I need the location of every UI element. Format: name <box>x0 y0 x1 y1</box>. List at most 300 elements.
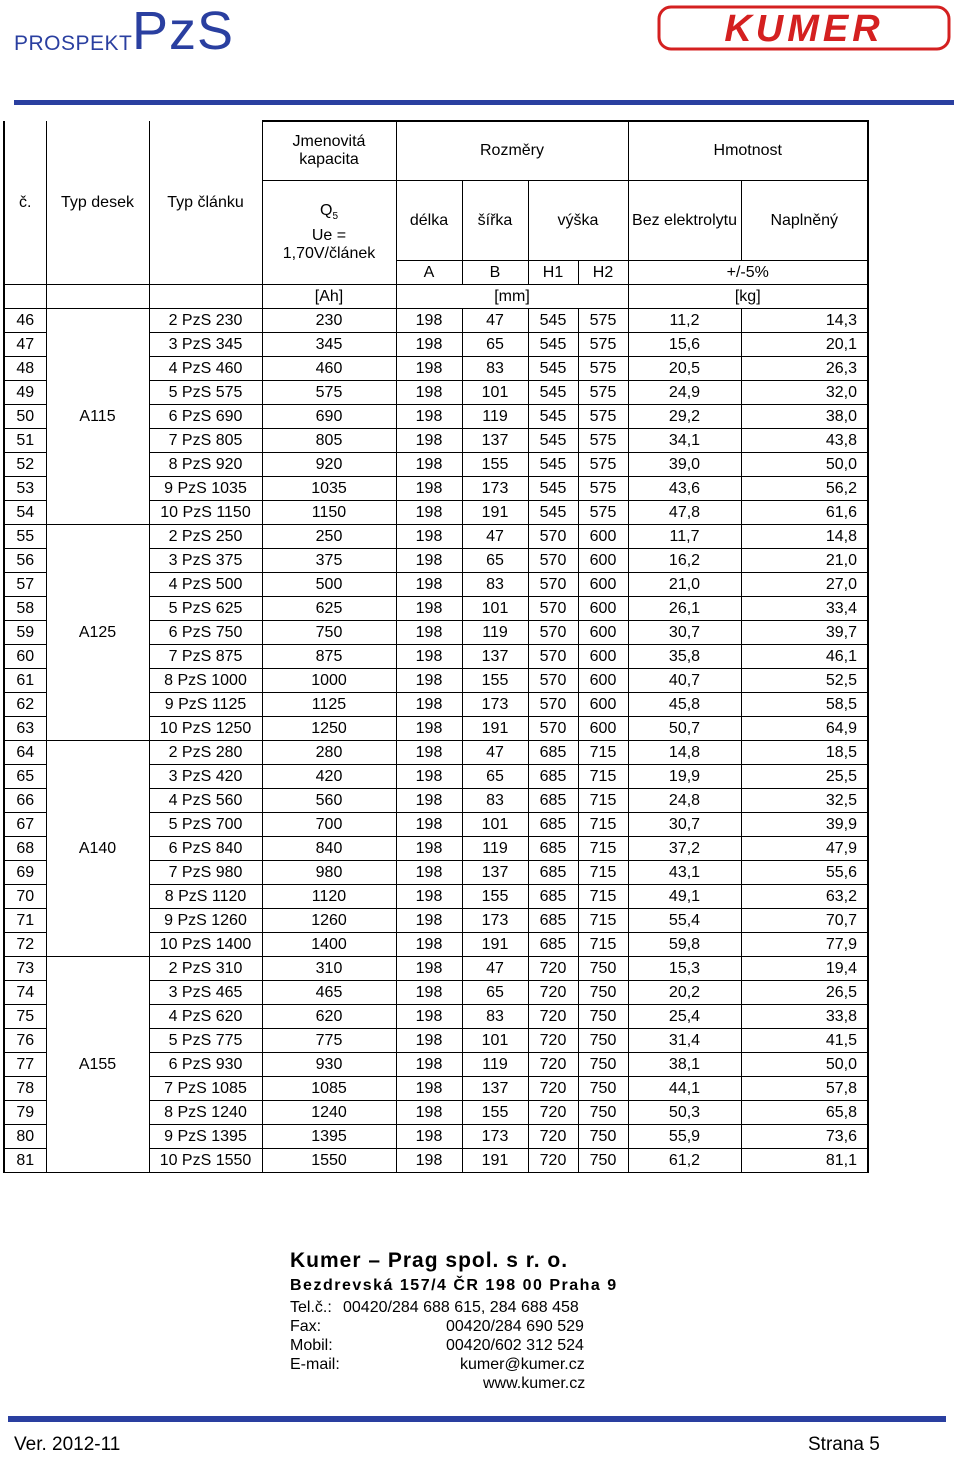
row-number: 49 <box>4 381 46 405</box>
height-h1: 685 <box>528 813 578 837</box>
capacity: 875 <box>262 645 396 669</box>
height-h1: 545 <box>528 405 578 429</box>
cell-type: 3 PzS 345 <box>149 333 262 357</box>
cell-type: 6 PzS 690 <box>149 405 262 429</box>
mobil-line <box>290 1336 710 1355</box>
unit-ah: [Ah] <box>262 285 396 309</box>
cell-type: 9 PzS 1035 <box>149 477 262 501</box>
length-a: 198 <box>396 765 462 789</box>
email-label: E-mail: <box>290 1356 340 1373</box>
capacity: 980 <box>262 861 396 885</box>
cell-type: 3 PzS 465 <box>149 981 262 1005</box>
weight-dry: 30,7 <box>628 621 741 645</box>
row-number: 46 <box>4 309 46 333</box>
weight-dry: 31,4 <box>628 1029 741 1053</box>
weight-dry: 14,8 <box>628 741 741 765</box>
tel-line <box>290 1298 710 1317</box>
weight-filled: 61,6 <box>741 501 868 525</box>
col-no-header: č. <box>4 121 46 285</box>
capacity: 625 <box>262 597 396 621</box>
length-a: 198 <box>396 573 462 597</box>
row-number: 60 <box>4 645 46 669</box>
weight-dry: 49,1 <box>628 885 741 909</box>
weight-filled: 32,0 <box>741 381 868 405</box>
table-row <box>4 957 868 981</box>
length-a: 198 <box>396 1005 462 1029</box>
width-b: 83 <box>462 573 528 597</box>
width-b: 101 <box>462 381 528 405</box>
cell-type: 10 PzS 1400 <box>149 933 262 957</box>
height-h1: 720 <box>528 1125 578 1149</box>
row-number: 54 <box>4 501 46 525</box>
length-header: délka <box>396 181 462 261</box>
width-b: 137 <box>462 861 528 885</box>
capacity: 460 <box>262 357 396 381</box>
length-a: 198 <box>396 525 462 549</box>
height-h2: 600 <box>578 693 628 717</box>
width-b: 191 <box>462 717 528 741</box>
height-h2: 600 <box>578 573 628 597</box>
width-b: 47 <box>462 309 528 333</box>
weight-filled: 70,7 <box>741 909 868 933</box>
weight-filled: 52,5 <box>741 669 868 693</box>
height-h2: 715 <box>578 765 628 789</box>
weight-filled: 81,1 <box>741 1149 868 1173</box>
width-b: 65 <box>462 549 528 573</box>
row-number: 55 <box>4 525 46 549</box>
weight-dry: 15,6 <box>628 333 741 357</box>
cell-type: 2 PzS 250 <box>149 525 262 549</box>
row-number: 71 <box>4 909 46 933</box>
row-number: 73 <box>4 957 46 981</box>
height-h2: 600 <box>578 645 628 669</box>
capacity: 805 <box>262 429 396 453</box>
weight-dry: 55,4 <box>628 909 741 933</box>
weight-filled: 21,0 <box>741 549 868 573</box>
weight-filled: 14,8 <box>741 525 868 549</box>
height-h1: 720 <box>528 1005 578 1029</box>
web-link[interactable]: www.kumer.cz <box>483 1375 586 1392</box>
capacity: 375 <box>262 549 396 573</box>
weight-dry: 45,8 <box>628 693 741 717</box>
weight-filled: 46,1 <box>741 645 868 669</box>
height-h2: 715 <box>578 933 628 957</box>
height-h2: 750 <box>578 1053 628 1077</box>
row-number: 69 <box>4 861 46 885</box>
length-a: 198 <box>396 981 462 1005</box>
width-b: 173 <box>462 693 528 717</box>
version-label: Ver. 2012-11 <box>14 1434 121 1455</box>
weight-filled: 18,5 <box>741 741 868 765</box>
capacity: 1035 <box>262 477 396 501</box>
cell-type: 9 PzS 1260 <box>149 909 262 933</box>
height-h2: 715 <box>578 789 628 813</box>
height-h1: 570 <box>528 645 578 669</box>
weight-dry: 20,2 <box>628 981 741 1005</box>
table-body <box>4 309 868 1173</box>
height-h1: 685 <box>528 741 578 765</box>
height-h1: 570 <box>528 573 578 597</box>
width-b: 83 <box>462 789 528 813</box>
width-b: 173 <box>462 1125 528 1149</box>
length-a: 198 <box>396 789 462 813</box>
unit-empty-2 <box>46 285 149 309</box>
length-a: 198 <box>396 429 462 453</box>
weight-filled: 56,2 <box>741 477 868 501</box>
battery-spec-table <box>3 120 869 1173</box>
prospekt-label: PROSPEKT <box>14 32 133 55</box>
top-divider <box>14 100 954 105</box>
capacity: 920 <box>262 453 396 477</box>
company-address: Bezdrevská 157/4 ČR 198 00 Praha 9 <box>290 1277 618 1294</box>
width-b: 83 <box>462 1005 528 1029</box>
bottom-divider <box>8 1416 946 1422</box>
tel-value: 00420/284 688 615, 284 688 458 <box>343 1299 579 1316</box>
length-a: 198 <box>396 693 462 717</box>
length-a: 198 <box>396 1149 462 1173</box>
weight-dry: 37,2 <box>628 837 741 861</box>
weight-filled: 65,8 <box>741 1101 868 1125</box>
height-h2: 750 <box>578 1149 628 1173</box>
length-a: 198 <box>396 597 462 621</box>
weight-dry: 47,8 <box>628 501 741 525</box>
capacity: 420 <box>262 765 396 789</box>
fax-label: Fax: <box>290 1318 322 1335</box>
filled-weight-header: Naplněný <box>741 181 868 261</box>
cell-type: 5 PzS 700 <box>149 813 262 837</box>
capacity: 465 <box>262 981 396 1005</box>
length-a: 198 <box>396 669 462 693</box>
row-number: 81 <box>4 1149 46 1173</box>
height-h2: 575 <box>578 405 628 429</box>
row-number: 51 <box>4 429 46 453</box>
height-h1: 685 <box>528 789 578 813</box>
width-b: 173 <box>462 909 528 933</box>
height-h2: 750 <box>578 957 628 981</box>
capacity: 1400 <box>262 933 396 957</box>
weight-dry: 38,1 <box>628 1053 741 1077</box>
weight-filled: 77,9 <box>741 933 868 957</box>
row-number: 58 <box>4 597 46 621</box>
table-row <box>4 741 868 765</box>
weight-filled: 27,0 <box>741 573 868 597</box>
height-h1: 545 <box>528 357 578 381</box>
cell-type: 7 PzS 1085 <box>149 1077 262 1101</box>
row-number: 76 <box>4 1029 46 1053</box>
cell-type: 8 PzS 1000 <box>149 669 262 693</box>
width-b: 137 <box>462 645 528 669</box>
capacity-header <box>262 121 396 181</box>
length-a: 198 <box>396 549 462 573</box>
height-header: výška <box>528 181 628 261</box>
width-b: 137 <box>462 1077 528 1101</box>
weight-dry: 59,8 <box>628 933 741 957</box>
capacity: 1085 <box>262 1077 396 1101</box>
row-number: 64 <box>4 741 46 765</box>
row-number: 70 <box>4 885 46 909</box>
width-b: 47 <box>462 957 528 981</box>
height-h2: 750 <box>578 1101 628 1125</box>
width-b: 155 <box>462 669 528 693</box>
height-h2: 575 <box>578 333 628 357</box>
length-a: 198 <box>396 1029 462 1053</box>
tel-label: Tel.č.: <box>290 1299 332 1316</box>
height-h2: 715 <box>578 813 628 837</box>
height-h1: 570 <box>528 525 578 549</box>
length-a: 198 <box>396 405 462 429</box>
weight-filled: 50,0 <box>741 1053 868 1077</box>
weight-filled: 33,8 <box>741 1005 868 1029</box>
height-h1: 545 <box>528 501 578 525</box>
row-number: 75 <box>4 1005 46 1029</box>
capacity: 310 <box>262 957 396 981</box>
weight-dry: 15,3 <box>628 957 741 981</box>
capacity: 1395 <box>262 1125 396 1149</box>
weight-dry: 50,7 <box>628 717 741 741</box>
capacity-subheader: $Q_5$ Ue = 1,70V/článek <box>262 181 396 285</box>
weight-dry: 29,2 <box>628 405 741 429</box>
length-a: 198 <box>396 885 462 909</box>
height-h2: 575 <box>578 477 628 501</box>
length-a: 198 <box>396 357 462 381</box>
capacity: 345 <box>262 333 396 357</box>
capacity: 840 <box>262 837 396 861</box>
length-a: 198 <box>396 717 462 741</box>
width-b: 155 <box>462 885 528 909</box>
weight-dry: 26,1 <box>628 597 741 621</box>
unit-kg: [kg] <box>628 285 868 309</box>
height-h2: 575 <box>578 453 628 477</box>
table-row <box>4 309 868 333</box>
length-a: 198 <box>396 477 462 501</box>
row-number: 80 <box>4 1125 46 1149</box>
dimensions-header: Rozměry <box>396 121 628 181</box>
height-h1: 720 <box>528 1149 578 1173</box>
cell-type: 6 PzS 840 <box>149 837 262 861</box>
fax-line <box>290 1317 710 1336</box>
length-a: 198 <box>396 333 462 357</box>
height-h2: 750 <box>578 1029 628 1053</box>
fax-value: 00420/284 690 529 <box>446 1318 584 1335</box>
cell-type: 5 PzS 575 <box>149 381 262 405</box>
height-h2: 715 <box>578 885 628 909</box>
cell-type: 7 PzS 805 <box>149 429 262 453</box>
width-b: 101 <box>462 597 528 621</box>
row-number: 59 <box>4 621 46 645</box>
plate-type-cell: A155 <box>46 957 149 1173</box>
col-h1-label: H1 <box>528 261 578 285</box>
capacity: 690 <box>262 405 396 429</box>
height-h2: 750 <box>578 1125 628 1149</box>
width-b: 83 <box>462 357 528 381</box>
cell-type: 8 PzS 1120 <box>149 885 262 909</box>
weight-filled: 57,8 <box>741 1077 868 1101</box>
length-a: 198 <box>396 645 462 669</box>
length-a: 198 <box>396 909 462 933</box>
weight-dry: 55,9 <box>628 1125 741 1149</box>
weight-dry: 24,9 <box>628 381 741 405</box>
row-number: 61 <box>4 669 46 693</box>
width-b: 65 <box>462 981 528 1005</box>
capacity: 250 <box>262 525 396 549</box>
weight-dry: 20,5 <box>628 357 741 381</box>
weight-filled: 26,3 <box>741 357 868 381</box>
unit-empty-3 <box>149 285 262 309</box>
weight-dry: 44,1 <box>628 1077 741 1101</box>
width-b: 191 <box>462 1149 528 1173</box>
row-number: 50 <box>4 405 46 429</box>
height-h1: 570 <box>528 717 578 741</box>
row-number: 68 <box>4 837 46 861</box>
cell-type: 9 PzS 1395 <box>149 1125 262 1149</box>
cell-type: 8 PzS 920 <box>149 453 262 477</box>
capacity-per-cell: 1,70V/článek <box>282 244 376 262</box>
weight-filled: 26,5 <box>741 981 868 1005</box>
row-number: 74 <box>4 981 46 1005</box>
row-number: 66 <box>4 789 46 813</box>
height-h2: 575 <box>578 381 628 405</box>
height-h2: 715 <box>578 837 628 861</box>
weight-dry: 35,8 <box>628 645 741 669</box>
width-b: 173 <box>462 477 528 501</box>
weight-dry: 34,1 <box>628 429 741 453</box>
row-number: 47 <box>4 333 46 357</box>
length-a: 198 <box>396 933 462 957</box>
plate-type-cell: A115 <box>46 309 149 525</box>
row-number: 57 <box>4 573 46 597</box>
height-h2: 600 <box>578 621 628 645</box>
capacity: 1550 <box>262 1149 396 1173</box>
weight-dry: 30,7 <box>628 813 741 837</box>
weight-filled: 38,0 <box>741 405 868 429</box>
unit-empty-1 <box>4 285 46 309</box>
mobil-label: Mobil: <box>290 1337 333 1354</box>
height-h2: 575 <box>578 309 628 333</box>
weight-dry: 61,2 <box>628 1149 741 1173</box>
capacity: 1150 <box>262 501 396 525</box>
capacity: 620 <box>262 1005 396 1029</box>
weight-filled: 50,0 <box>741 453 868 477</box>
height-h2: 750 <box>578 1005 628 1029</box>
width-b: 119 <box>462 837 528 861</box>
cell-type: 5 PzS 625 <box>149 597 262 621</box>
weight-filled: 39,7 <box>741 621 868 645</box>
length-a: 198 <box>396 1101 462 1125</box>
height-h2: 750 <box>578 1077 628 1101</box>
row-number: 78 <box>4 1077 46 1101</box>
weight-dry: 21,0 <box>628 573 741 597</box>
weight-dry: 16,2 <box>628 549 741 573</box>
weight-dry: 50,3 <box>628 1101 741 1125</box>
tolerance-label: +/-5% <box>628 261 868 285</box>
width-b: 47 <box>462 525 528 549</box>
row-number: 72 <box>4 933 46 957</box>
capacity: 230 <box>262 309 396 333</box>
capacity: 575 <box>262 381 396 405</box>
weight-dry: 11,7 <box>628 525 741 549</box>
height-h1: 685 <box>528 837 578 861</box>
weight-filled: 63,2 <box>741 885 868 909</box>
weight-dry: 25,4 <box>628 1005 741 1029</box>
col-cell-header: Typ článku <box>149 121 262 285</box>
capacity: 1000 <box>262 669 396 693</box>
row-number: 67 <box>4 813 46 837</box>
length-a: 198 <box>396 501 462 525</box>
length-a: 198 <box>396 621 462 645</box>
weight-dry: 40,7 <box>628 669 741 693</box>
height-h2: 600 <box>578 549 628 573</box>
weight-filled: 58,5 <box>741 693 868 717</box>
height-h2: 600 <box>578 525 628 549</box>
length-a: 198 <box>396 861 462 885</box>
capacity: 700 <box>262 813 396 837</box>
height-h1: 720 <box>528 981 578 1005</box>
cell-type: 6 PzS 750 <box>149 621 262 645</box>
width-b: 191 <box>462 933 528 957</box>
cell-type: 8 PzS 1240 <box>149 1101 262 1125</box>
footer-contact <box>290 1248 710 1393</box>
weight-filled: 39,9 <box>741 813 868 837</box>
width-b: 119 <box>462 621 528 645</box>
row-number: 48 <box>4 357 46 381</box>
col-h2-label: H2 <box>578 261 628 285</box>
page-number: Strana 5 <box>808 1434 880 1455</box>
cell-type: 7 PzS 875 <box>149 645 262 669</box>
plate-type-cell: A125 <box>46 525 149 741</box>
weight-filled: 33,4 <box>741 597 868 621</box>
row-number: 77 <box>4 1053 46 1077</box>
length-a: 198 <box>396 837 462 861</box>
length-a: 198 <box>396 813 462 837</box>
height-h1: 570 <box>528 669 578 693</box>
mobil-value: 00420/602 312 524 <box>446 1337 584 1354</box>
cell-type: 4 PzS 500 <box>149 573 262 597</box>
capacity: 750 <box>262 621 396 645</box>
width-header: šířka <box>462 181 528 261</box>
width-b: 191 <box>462 501 528 525</box>
email-link[interactable]: kumer@kumer.cz <box>460 1356 585 1373</box>
weight-header: Hmotnost <box>628 121 868 181</box>
weight-dry: 39,0 <box>628 453 741 477</box>
row-number: 53 <box>4 477 46 501</box>
row-number: 65 <box>4 765 46 789</box>
weight-filled: 47,9 <box>741 837 868 861</box>
col-plate-header: Typ desek <box>46 121 149 285</box>
width-b: 119 <box>462 1053 528 1077</box>
cell-type: 6 PzS 930 <box>149 1053 262 1077</box>
plate-type-cell: A140 <box>46 741 149 957</box>
height-h1: 570 <box>528 621 578 645</box>
weight-filled: 43,8 <box>741 429 868 453</box>
table-row <box>4 525 868 549</box>
dry-weight-header: Bez elektrolytu <box>628 181 741 261</box>
height-h1: 570 <box>528 549 578 573</box>
length-a: 198 <box>396 1053 462 1077</box>
height-h1: 570 <box>528 597 578 621</box>
capacity: 500 <box>262 573 396 597</box>
cell-type: 3 PzS 420 <box>149 765 262 789</box>
height-h2: 575 <box>578 501 628 525</box>
cell-type: 2 PzS 310 <box>149 957 262 981</box>
height-h2: 600 <box>578 669 628 693</box>
width-b: 101 <box>462 1029 528 1053</box>
height-h1: 720 <box>528 1077 578 1101</box>
height-h1: 570 <box>528 693 578 717</box>
capacity: 1260 <box>262 909 396 933</box>
cell-type: 2 PzS 230 <box>149 309 262 333</box>
height-h2: 715 <box>578 741 628 765</box>
width-b: 155 <box>462 453 528 477</box>
